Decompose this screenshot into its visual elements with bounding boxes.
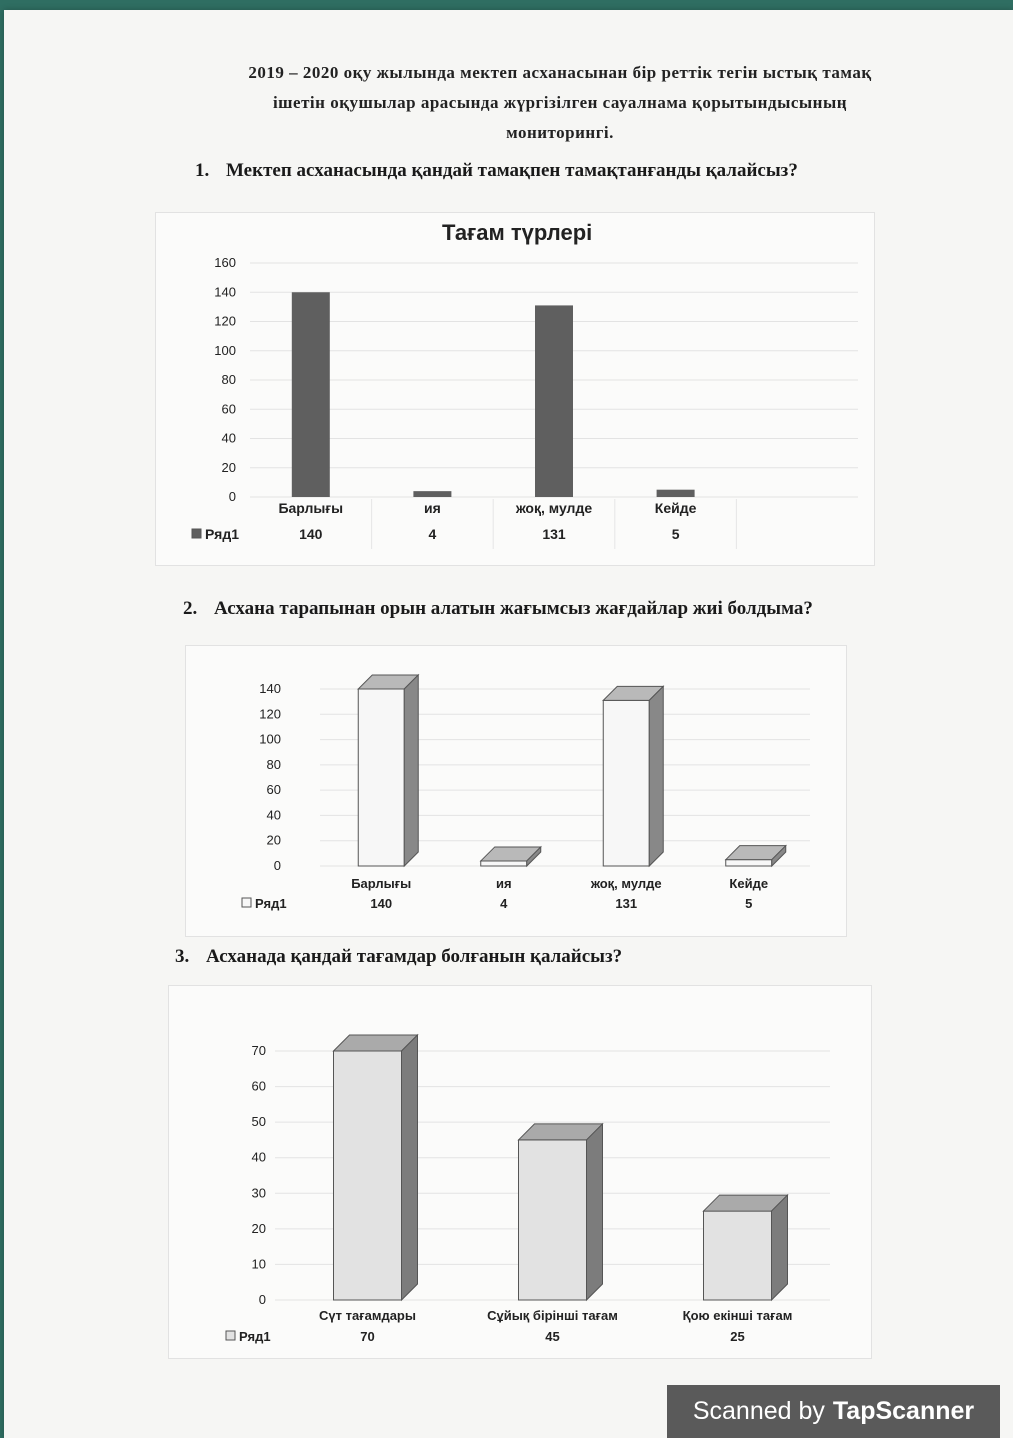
y-tick-label: 120 — [259, 706, 281, 722]
data-table-value: 131 — [615, 896, 638, 911]
watermark-brand: TapScanner — [832, 1397, 975, 1425]
question-text: Асхана тарапынан орын алатын жағымсыз жағдайлар жиі болдыма? — [214, 598, 813, 619]
y-tick-label: 100 — [259, 731, 281, 747]
y-tick-label: 120 — [214, 313, 236, 329]
y-tick-label: 160 — [214, 255, 236, 270]
chart-3-frame — [168, 985, 872, 1359]
question-3 — [175, 946, 622, 968]
question-number: 2. — [183, 598, 198, 619]
y-tick-label: 0 — [228, 489, 236, 504]
chart-2-frame — [185, 645, 847, 937]
category-label: ия — [495, 876, 512, 891]
y-tick-label: 0 — [273, 858, 281, 873]
question-number: 3. — [175, 946, 190, 967]
y-tick-label: 50 — [251, 1114, 266, 1130]
data-table-value: 25 — [730, 1329, 745, 1344]
document-heading — [170, 58, 950, 148]
category-label: Барлығы — [351, 876, 412, 891]
y-tick-label: 60 — [251, 1078, 266, 1094]
y-tick-label: 0 — [258, 1292, 266, 1307]
question-1 — [195, 160, 798, 182]
chart-1-title: Тағам түрлері — [442, 220, 593, 245]
y-tick-label: 20 — [221, 459, 236, 475]
question-2 — [183, 598, 813, 620]
heading-line: мониторингі. — [506, 123, 614, 142]
y-tick-label: 140 — [259, 681, 281, 696]
category-label: Кейде — [729, 876, 769, 891]
y-tick-label: 80 — [266, 756, 281, 772]
y-tick-label: 100 — [214, 342, 236, 358]
legend-label: Ряд1 — [255, 896, 287, 911]
question-text: Асханада қандай тағамдар болғанын қалайсыз? — [206, 946, 623, 967]
category-label: Кейде — [654, 500, 697, 516]
data-table-value: 4 — [500, 896, 508, 911]
category-label: Сұйық бірінші тағам — [487, 1308, 618, 1323]
question-number: 1. — [195, 160, 210, 181]
y-tick-label: 80 — [221, 372, 236, 387]
data-table-value: 140 — [370, 896, 393, 911]
data-table-value: 140 — [299, 526, 323, 542]
heading-line: 2019 – 2020 оқу жылында мектеп асханасынан бір реттік тегін ыстық тамақ — [248, 63, 872, 82]
category-label: жоқ, мулде — [590, 876, 662, 891]
category-label: Қою екінші тағам — [682, 1308, 793, 1323]
y-tick-label: 40 — [251, 1149, 266, 1165]
y-tick-label: 20 — [251, 1220, 266, 1236]
y-tick-label: 140 — [214, 284, 236, 300]
y-tick-label: 30 — [251, 1185, 266, 1201]
scanner-watermark — [667, 1385, 1000, 1438]
data-table-value: 5 — [671, 526, 680, 542]
chart-1-frame — [155, 212, 875, 566]
y-tick-label: 40 — [266, 807, 281, 823]
y-tick-label: 60 — [221, 401, 236, 417]
heading-line: ішетін оқушылар арасында жүргізілген сауалнама қорытындысының — [272, 93, 848, 112]
legend-label: Ряд1 — [205, 526, 239, 542]
question-text: Мектеп асханасында қандай тамақпен тамақтанғанды қалайсыз? — [226, 160, 798, 181]
y-tick-label: 10 — [251, 1256, 266, 1272]
data-table-value: 5 — [745, 896, 753, 911]
watermark-prefix: Scanned by — [692, 1397, 825, 1425]
y-tick-label: 40 — [221, 430, 236, 446]
y-tick-label: 60 — [266, 782, 281, 798]
data-table-value: 45 — [545, 1329, 560, 1344]
category-label: Сүт тағамдары — [319, 1308, 416, 1323]
category-label: жоқ, мулде — [515, 500, 593, 516]
data-table-value: 4 — [428, 526, 437, 542]
legend-label: Ряд1 — [239, 1329, 271, 1344]
data-table-value: 70 — [360, 1329, 375, 1344]
y-tick-label: 20 — [266, 832, 281, 848]
y-tick-label: 70 — [251, 1043, 266, 1058]
category-label: ия — [424, 500, 441, 516]
category-label: Барлығы — [278, 500, 344, 516]
data-table-value: 131 — [542, 526, 566, 542]
